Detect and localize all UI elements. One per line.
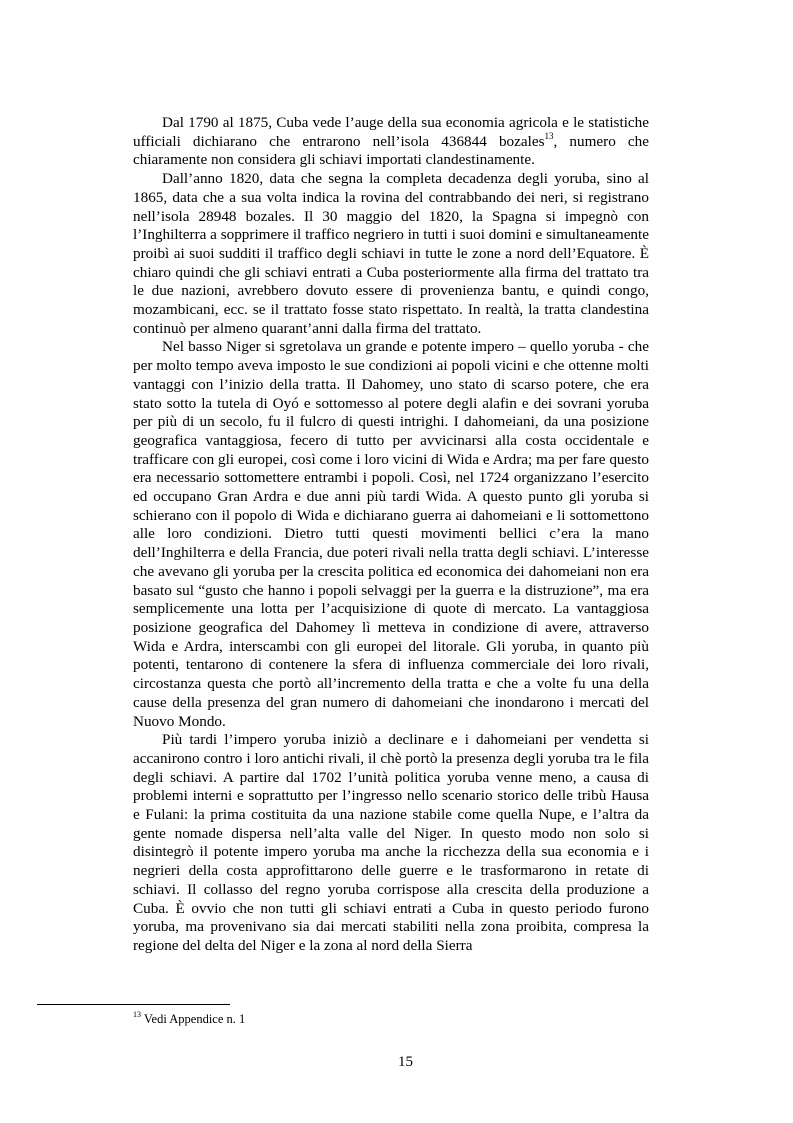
paragraph-4: Più tardi l’impero yoruba iniziò a declinare e i dahomeiani per vendetta si accanirono contro i loro antichi rivali, il chè portò la presenza degli yoruba tra le fila degli schiavi. A partire dal 1702 l’unità politica yoruba venne meno, a causa di problemi interni e soprattutto per l’ingresso nello scenario storico delle tribù Hausa e Fulani: la prima costituita da una nazione stabile come quella Nupe, e l’altra da gente nomade dispersa nell’alta valle del Niger. In questo modo non solo si disintegrò il potente impero yoruba ma anche la ricchezza della sua economia e i negrieri della costa approfittarono delle guerre e le trasformarono in retate di schiavi. Il collasso del regno yoruba corrispose alla crescita della produzione a Cuba. È ovvio che non tutti gli schiavi entrati a Cuba in questo periodo furono yoruba, ma provenivano sia dai mercati stabiliti nella zona proibita, compresa la regione del delta del Niger e la zona al nord della Sierra <box>133 731 649 954</box>
footnote-reference[interactable]: 13 <box>544 130 554 141</box>
footnote-text: Vedi Appendice n. 1 <box>141 1012 246 1026</box>
footnote-divider <box>37 1004 230 1005</box>
footnote-number: 13 <box>133 1009 141 1019</box>
paragraph-2: Dall’anno 1820, data che segna la completa decadenza degli yoruba, sino al 1865, data che a sua volta indica la rovina del contrabbando dei neri, si registrano nell’isola 28948 bozales. Il 30 maggio del 1820, la Spagna si impegnò con l’Inghilterra a sopprimere il traffico negriero in tutti i suoi domini e simultaneamente proibì ai suoi sudditi il traffico degli schiavi in tutte le zone a nord dell’Equatore. È chiaro quindi che gli schiavi entrati a Cuba posteriormente alla firma del trattato tra le due nazioni, avrebbero dovuto essere di provenienza bantu, e quindi congo, mozambicani, ecc. se il trattato fosse stato rispettato. In realtà, la tratta clandestina continuò per almeno quarant’anni dalla firma del trattato. <box>133 170 649 337</box>
body-text <box>133 114 649 956</box>
footnote <box>133 1011 245 1027</box>
paragraph-3: Nel basso Niger si sgretolava un grande e potente impero – quello yoruba - che per molto tempo aveva imposto le sue condizioni ai popoli vicini e che ottenne molti vantaggi con l’inizio della tratta. Il Dahomey, uno stato di scarso potere, che era stato sotto la tutela di Oyó e sottomesso al potere degli alafin e dei sovrani yoruba per più di un secolo, fu il fulcro di questi intrighi. I dahomeiani, da una posizione geografica vantaggiosa, fecero di tutto per avvicinarsi alla costa occidentale e trafficare con gli europei, così come i loro vicini di Wida e Ardra; ma per fare questo era necessario sottomettere entrambi i popoli. Così, nel 1724 organizzano l’esercito ed occupano Gran Ardra e due anni più tardi Wida. A questo punto gli yoruba si schierano con il popolo di Wida e dichiarano guerra ai dahomeiani e li sottomettono alle loro condizioni. Dietro tutti questi movimenti bellici c’era la mano dell’Inghilterra e della Francia, due poteri rivali nella tratta degli schiavi. L’interesse che avevano gli yoruba per la crescita politica ed economica dei dahomeiani non era basato sul “gusto che hanno i popoli selvaggi per la guerra e la distruzione”, ma era semplicemente una lotta per l’acquisizione di quote di mercato. La vantaggiosa posizione geografica del Dahomey lì metteva in condizione di avere, attraverso Wida e Ardra, interscambi con gli europei del litorale. Gli yoruba, in quanto più potenti, tentarono di contenere la sfera di influenza commerciale dei loro rivali, circostanza questa che portò all’incremento della tratta e che a volte fu una della cause della presenza del gran numero di dahomeiani che inondarono i mercati del Nuovo Mondo. <box>133 338 649 730</box>
paragraph-1 <box>133 114 649 170</box>
paragraph-1-text-end: , numero che chiaramente non considera gli schiavi importati clandestinamente. <box>133 132 650 169</box>
page-number: 15 <box>398 1054 413 1070</box>
paragraph-1-text: Dal 1790 al 1875, Cuba vede l’auge della sua economia agricola e le statistiche ufficiali dichiarano che entrarono nell’isola 436844 bozales <box>133 114 649 150</box>
